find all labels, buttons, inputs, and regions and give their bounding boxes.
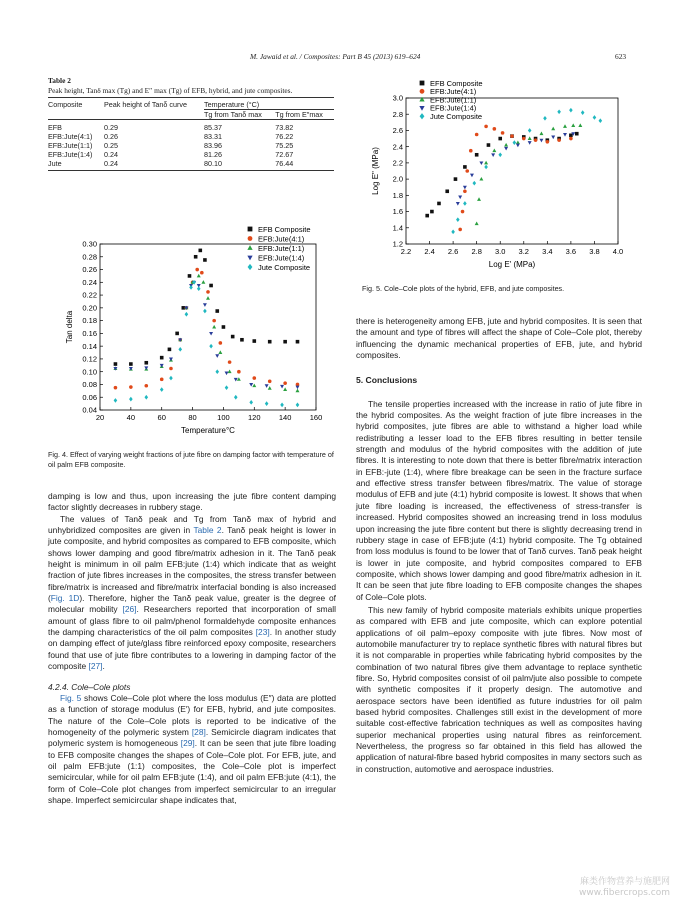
data-point (209, 332, 213, 336)
data-point (528, 141, 532, 145)
x-tick-label: 20 (95, 413, 105, 422)
data-point (458, 196, 462, 200)
y-tick-label: 0.14 (82, 341, 97, 351)
data-point (240, 338, 244, 342)
data-point (129, 362, 133, 366)
data-point (160, 356, 164, 360)
y-tick-label: 0.06 (82, 392, 97, 402)
data-point (219, 341, 223, 345)
data-point (539, 132, 543, 136)
table-caption (48, 76, 348, 96)
data-point (445, 189, 449, 193)
table-label: Table 2 (48, 76, 71, 85)
data-point (160, 387, 164, 392)
journal-citation: M. Jawaid et al. / Composites: Part B 45 (2013) 619–624 (250, 52, 421, 61)
data-point (451, 229, 455, 234)
legend-marker (419, 106, 424, 111)
data-point (581, 110, 585, 115)
paragraph: damping is low and thus, upon increasing the jute fibre content damping factor slightly decreases in rubbery stage. (48, 491, 336, 513)
x-tick-label: 160 (309, 413, 323, 422)
legend-marker (419, 97, 424, 102)
y-tick-label: 0.04 (82, 405, 97, 415)
data-point (463, 201, 467, 206)
data-point (203, 303, 207, 307)
y-tick-label: 0.24 (82, 277, 97, 287)
data-point (479, 161, 483, 165)
data-point (456, 217, 460, 222)
x-tick-label: 2.2 (400, 247, 412, 256)
legend-label: Jute Composite (258, 262, 311, 272)
figure-4-caption: Fig. 4. Effect of varying weight fractions of jute fibre on damping factor with temperature of oil palm EFB composite. (48, 450, 334, 469)
data-point (265, 401, 269, 406)
data-point (539, 139, 543, 143)
data-point (280, 403, 284, 408)
data-series (114, 268, 300, 390)
x-tick-label: 80 (188, 413, 197, 422)
data-point (197, 274, 201, 278)
data-point (463, 165, 467, 169)
data-point (557, 138, 561, 142)
data-point (283, 340, 287, 344)
legend-label: EFB Composite (258, 224, 311, 234)
data-point (175, 332, 179, 336)
table-row: EFB:Jute(1:4) 0.24 81.26 72.67 (48, 150, 294, 159)
data-point (160, 364, 164, 368)
table-header: Temperature (°C) (204, 100, 260, 109)
y-tick-label: 2.6 (392, 126, 403, 136)
data-point (528, 136, 532, 140)
x-tick-label: 2.4 (424, 247, 435, 256)
data-point (206, 296, 210, 300)
data-point (198, 249, 202, 253)
data-point (160, 378, 164, 382)
data-point (169, 357, 173, 361)
data-point (206, 290, 210, 294)
x-tick-label: 3.8 (589, 247, 600, 256)
paragraph: The values of Tanδ peak and Tg from Tanδ max of hybrid and unhybridized composites are given in Table 2. Tanδ peak height is lower in jute composite, and hybrid composites as compared to EFB composite, which shows lower damping and good fibre/matrix adhesion in it. The Tanδ peak height is minimum in oil palm EFB:jute (1:4) which indicate that as weight fraction of jute fibres increases in the composites, the stress transfer between fibre/matrix is increased and fibre/matrix interfacial bonding is also increased (Fig. 1D). Therefore, higher the Tanδ peak value, greater is the degree of molecular mobility [26]. Researchers reported that incorporation of small amount of glass fibre to oil palm/phenol formaldehyde composite enhances the damping characteristics of the oil palm composites [23]. In another study on damping effect of jute/glass fibre reinforced epoxy composite, researchers found that use of jute fibre contributes to a lowering in damping factor of the composite [27]. (48, 513, 337, 672)
paragraph: This new family of hybrid composite materials exhibits unique properties as compared with EFB and jute composite, which can explore potential applications of oil palm–epoxy composite with jute fibres. Now most of automobile manufacturer try to replace synthetic fibres with natural fibres but it is not comparable in properties while fabricating hybrid composites by the combination of two natural fibres give them advantage to replace synthetic fibre. So, Hybrid composites consist of oil palm/jute also possible to compete with synthetic composites if it properly design. The automotive and aerospace sectors have been identified as future industries for oil palm based hybrid composites. Challenges still exist in the development of more suitable cost-effective fabrication techniques as well as composites having superior mechanical properties using natural fibres as reinforcement. Nevertheless, the progress so far obtained in this field has allowed the application of natural-fibre based hybrid composites in many sectors such as in construction, automotive and aerospace industries. (356, 604, 642, 774)
legend-marker (420, 89, 425, 94)
data-point (501, 131, 505, 135)
legend-marker (420, 113, 425, 119)
right-column-text (356, 316, 642, 775)
data-point (599, 118, 603, 123)
data-point (557, 109, 561, 114)
data-point (470, 174, 474, 178)
data-point (234, 395, 238, 400)
x-tick-label: 40 (126, 413, 136, 422)
data-point (144, 361, 148, 365)
data-point (283, 387, 287, 391)
data-point (200, 271, 204, 275)
data-point (296, 389, 300, 393)
y-tick-label: 0.28 (82, 252, 97, 262)
data-point (209, 284, 213, 288)
data-point (209, 344, 213, 349)
y-tick-label: 1.4 (392, 223, 403, 233)
data-point (203, 258, 207, 262)
data-point (461, 210, 465, 214)
data-point (463, 189, 467, 193)
data-point (296, 386, 300, 390)
x-tick-label: 3.2 (518, 247, 529, 256)
data-point (265, 384, 269, 388)
y-axis-label: Log E" (MPa) (371, 147, 380, 195)
data-point (237, 377, 241, 381)
legend-label: EFB:Jute(1:1) (430, 95, 477, 105)
data-point (249, 400, 253, 405)
ref-27-link[interactable]: [27] (88, 661, 103, 672)
data-point (469, 149, 473, 153)
data-point (513, 140, 517, 145)
y-tick-label: 2.8 (392, 109, 403, 119)
figure-4-chart (48, 222, 338, 444)
data-series (425, 132, 578, 218)
data-point (129, 397, 133, 402)
data-point (463, 186, 467, 190)
y-tick-label: 0.08 (82, 380, 97, 390)
table-row: Jute 0.24 80.10 76.44 (48, 159, 334, 171)
x-tick-label: 140 (278, 413, 292, 422)
legend-marker (247, 245, 252, 250)
table-subheader: Tg from Tanδ max (204, 110, 275, 120)
paragraph: The tensile properties increased with the increase in ratio of jute fibre in the hybrid composites. As the weight fraction of jute fibre increases in the hybrid composites, jute fibres are able to withstand a higher load while redistributing a lesser load to the EFB fibres resulting in better tensile strength and modulus of the hybrid composites with the addition of jute fibres. It is interesting to note down that there is better fibre/matrix interaction in EFB:-jute (1:4), where fibre breakage can be seen in the fracture surface and effective stress transfer between fibres/matrix. The value of storage modulus of EFB and jute (4:1) hybrid composite is lowest. It shows that when jute fibre loading is increased, the effectiveness of stress-transfer is increased. Hybrid composites showed an increasing trend in loss modulus upon increasing the jute fibre content but there is slightly decreasing trend in rubbery stage in case of EFB:jute (4:1) hybrid composite. The Tg obtained from loss modulus is found to be lower that of Tanδ curves. Tanδ peak height is lower in jute composite, and hybrid composites compared to EFB composite, which shows lower damping and good fibre/matrix adhesion in it. It can be seen that jute fibre loading to EFB composite changes the shapes of Cole–Cole plots. (356, 398, 642, 602)
data-point (169, 376, 173, 381)
data-point (528, 128, 532, 133)
left-column-text (48, 491, 336, 806)
table-row: EFB:Jute(1:1) 0.25 83.96 75.25 (48, 141, 294, 150)
data-point (487, 143, 491, 147)
data-point (296, 340, 300, 344)
data-point (551, 135, 555, 139)
data-point (185, 312, 189, 317)
data-point (492, 149, 496, 153)
data-point (504, 147, 508, 151)
y-tick-label: 0.16 (82, 328, 97, 338)
ref-26-link[interactable]: [26] (122, 604, 137, 615)
data-point (563, 124, 567, 128)
data-point (283, 381, 287, 385)
subsection-heading: 4.2.4. Cole–Cole plots (48, 681, 131, 692)
data-point (201, 280, 205, 284)
data-point (203, 309, 207, 314)
paragraph: there is heterogeneity among EFB, jute and hybrid composites. It is seen that the amount and type of fibres will affect the shape of Cole–Cole plot, thereby influencing the dynamic mechanical properties of EFB, jute, and hybrid composites. (356, 316, 642, 361)
data-point (268, 340, 272, 344)
table-subheader: Tg from E″max (275, 110, 334, 120)
data-point (114, 398, 118, 403)
table-caption-text: Peak height, Tanδ max (Tg) and E″ max (Tg) of EFB, hybrid, and jute composites. (48, 86, 293, 95)
data-point (249, 383, 253, 387)
data-point (516, 140, 520, 144)
section-heading: 5. Conclusions (356, 375, 418, 386)
data-point (144, 384, 148, 388)
data-point (231, 335, 235, 339)
data-point (212, 325, 216, 329)
data-point (129, 385, 133, 389)
data-point (484, 161, 488, 165)
data-point (188, 274, 192, 278)
data-point (546, 140, 550, 144)
data-point (252, 339, 256, 343)
x-axis-label: Temperature°C (181, 426, 235, 435)
x-tick-label: 120 (248, 413, 261, 422)
data-point (571, 123, 575, 127)
data-series (113, 281, 299, 389)
x-tick-label: 4.0 (612, 247, 624, 256)
legend-marker (248, 264, 253, 270)
data-point (234, 378, 238, 382)
x-tick-label: 3.4 (542, 247, 553, 256)
y-tick-label: 0.22 (82, 290, 97, 300)
legend-label: EFB:Jute(1:4) (430, 103, 477, 113)
data-point (195, 268, 199, 272)
ref-29-link[interactable]: [29] (180, 738, 195, 749)
data-point (144, 395, 148, 400)
data-point (194, 255, 198, 259)
data-point (569, 137, 573, 141)
ref-28-link[interactable]: [28] (191, 726, 206, 737)
x-tick-label: 3.0 (495, 247, 506, 256)
data-point (212, 319, 216, 323)
fig-1d-link[interactable]: Fig. 1D (50, 593, 80, 604)
data-point (268, 379, 272, 383)
legend-label: EFB:Jute(4:1) (258, 234, 305, 244)
legend-marker (247, 256, 252, 261)
data-point (215, 354, 219, 358)
table-header: Composite (48, 100, 83, 110)
data-point (465, 169, 469, 173)
y-tick-label: 0.12 (82, 354, 97, 364)
data-point (456, 202, 460, 206)
data-point (228, 370, 232, 374)
data-point (569, 134, 573, 138)
data-point (113, 367, 117, 371)
data-point (225, 385, 229, 390)
table-row: EFB 0.29 85.37 73.82 (48, 123, 294, 132)
legend-label: EFB:Jute(1:4) (258, 253, 305, 263)
data-series (458, 125, 572, 232)
y-tick-label: 2.0 (392, 174, 403, 184)
legend-marker (420, 81, 425, 86)
y-tick-label: 1.2 (392, 239, 403, 249)
data-point (543, 116, 547, 121)
data-point (225, 372, 229, 376)
y-tick-label: 0.26 (82, 265, 97, 275)
ref-23-link[interactable]: [23] (255, 627, 270, 638)
data-point (516, 144, 520, 148)
y-tick-label: 0.10 (82, 367, 97, 377)
data-point (178, 347, 182, 352)
data-point (252, 384, 256, 388)
y-tick-label: 1.8 (392, 190, 403, 200)
data-point (222, 325, 226, 329)
data-point (215, 309, 219, 313)
page-number: 623 (615, 52, 627, 61)
data-point (504, 143, 508, 147)
y-tick-label: 2.2 (392, 158, 403, 168)
y-tick-label: 3.0 (392, 93, 403, 103)
data-point (473, 181, 477, 186)
data-point (593, 115, 597, 120)
data-point (168, 348, 172, 352)
data-point (563, 133, 567, 137)
data-point (280, 385, 284, 389)
data-point (454, 177, 458, 181)
table-header: Peak height of Tanδ curve (104, 100, 187, 110)
data-point (425, 214, 429, 218)
data-point (114, 362, 118, 366)
figure-5-caption: Fig. 5. Cole–Cole plots of the hybrid, EFB, and jute composites. (362, 284, 565, 293)
figure-5-chart (362, 76, 634, 276)
data-point (296, 403, 300, 408)
legend-marker (248, 227, 253, 232)
data-point (477, 197, 481, 201)
data-point (493, 127, 497, 131)
data-point (479, 177, 483, 181)
data-point (475, 153, 479, 157)
data-point (491, 153, 495, 157)
y-tick-label: 0.18 (82, 316, 97, 326)
data-point (237, 370, 241, 374)
data-point (569, 108, 573, 113)
paragraph: Fig. 5 shows Cole–Cole plot where the loss modulus (E″) data are plotted as a function of storage modulus (E′) for EFB, hybrid, and jute composites. The nature of the Cole–Cole plots is reported to be indicative of the homogeneity of the polymeric system [28]. Semicircle diagram indicates that polymeric system is homogeneous [29]. It can be seen that jute fibre loading to EFB composite changes the shapes of Cole–Cole plot. For EFB, jute, and oil palm EFB:jute (1:1) composites, the Cole–Cole plot is imperfect semicircular, while for oil palm EFB:jute (1:4), and oil palm EFB:jute (4:1), the form of Cole–Cole plot changes from imperfect semicircular to an irregular shape. Imperfect semicircular shape indicates that, (48, 692, 337, 805)
x-tick-label: 2.6 (447, 247, 459, 256)
x-axis-label: Log E' (MPa) (488, 260, 536, 269)
x-tick-label: 100 (217, 413, 230, 422)
table-2 (48, 97, 334, 171)
data-point (197, 286, 201, 291)
data-point (144, 366, 148, 370)
watermark: 麻类作物营养与施肥网 www.fibercrops.com (579, 877, 670, 898)
legend-label: EFB:Jute(4:1) (430, 87, 477, 97)
legend-marker (248, 236, 253, 241)
y-axis-label: Tan delta (65, 310, 74, 344)
data-point (510, 134, 514, 138)
table-row: EFB:Jute(4:1) 0.26 83.31 76.22 (48, 132, 294, 141)
legend-label: Jute Composite (430, 112, 483, 121)
data-point (578, 123, 582, 127)
data-point (484, 125, 488, 129)
data-point (475, 133, 479, 137)
data-point (252, 376, 256, 380)
y-tick-label: 0.20 (82, 303, 97, 313)
data-point (189, 285, 193, 290)
data-point (215, 369, 219, 374)
fig-5-link[interactable]: Fig. 5 (60, 692, 82, 703)
data-point (498, 152, 502, 157)
data-point (228, 360, 232, 364)
data-point (114, 386, 118, 390)
data-point (169, 367, 173, 371)
data-point (522, 137, 526, 141)
y-tick-label: 2.4 (392, 142, 403, 152)
legend-label: EFB:Jute(1:1) (258, 243, 305, 253)
y-tick-label: 0.30 (82, 239, 97, 249)
y-tick-label: 1.6 (392, 207, 403, 217)
data-point (498, 137, 502, 141)
data-point (437, 202, 441, 206)
data-point (475, 222, 479, 226)
data-point (551, 127, 555, 131)
x-tick-label: 2.8 (471, 247, 482, 256)
x-tick-label: 60 (157, 413, 166, 422)
legend-label: EFB Composite (430, 78, 483, 88)
table-2-link[interactable]: Table 2 (193, 525, 222, 536)
data-point (218, 350, 222, 354)
data-point (268, 386, 272, 390)
data-point (484, 165, 488, 170)
x-tick-label: 3.6 (565, 247, 577, 256)
data-series (475, 123, 583, 225)
data-point (430, 210, 434, 214)
data-point (534, 138, 538, 142)
data-point (458, 228, 462, 232)
data-point (575, 132, 579, 136)
